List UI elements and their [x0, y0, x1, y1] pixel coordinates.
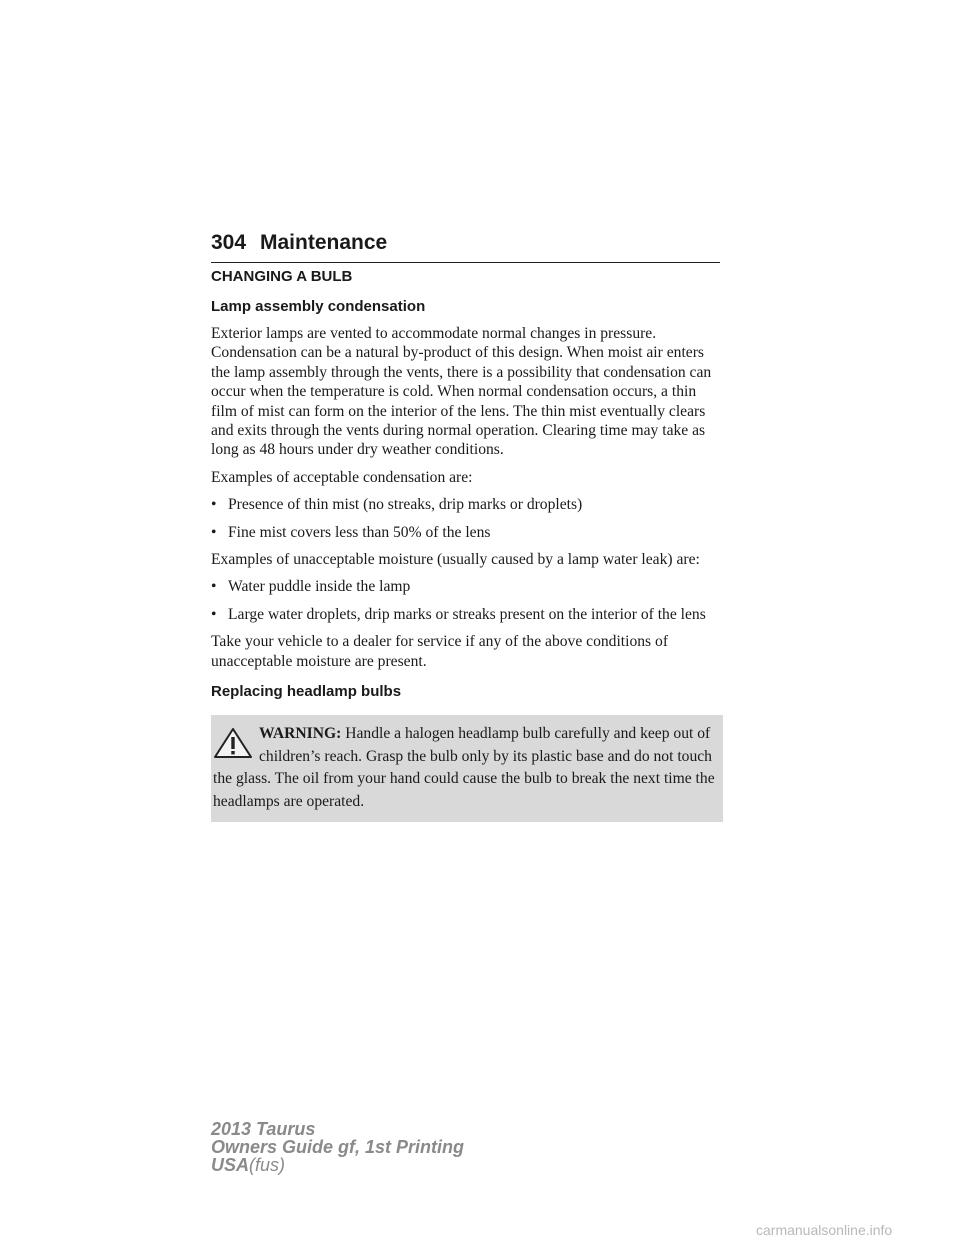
paragraph-condensation: Exterior lamps are vented to accommodate normal changes in pressure. Condensation can be a natural by-product of this design. When moist air enters the lamp assembly through the vents, there is a possibility that condensation can occur when the temperature is cold. When normal condensation occurs, a thin film of mist can form on the interior of the lens. The thin mist eventually clears and exits through the vents during normal operation. Clearing time may take as long as 48 hours under dry weather conditions. — [211, 325, 712, 459]
page-footer — [211, 1120, 464, 1174]
subheading-lamp-condensation: Lamp assembly condensation — [211, 298, 426, 315]
page-number: 304 — [211, 231, 247, 254]
paragraph-service: Take your vehicle to a dealer for service if any of the above conditions of unacceptable moisture are present. — [211, 633, 669, 670]
list-item — [211, 495, 723, 514]
acceptable-intro: Examples of acceptable condensation are: — [211, 468, 473, 486]
unacceptable-intro: Examples of unacceptable moisture (usually caused by a lamp water leak) are: — [211, 551, 700, 569]
footer-region-suffix: (fus) — [249, 1155, 286, 1175]
footer-guide: Owners Guide gf, 1st Printing — [211, 1137, 465, 1157]
footer-region-main: USA — [211, 1155, 250, 1175]
list-item-text: Presence of thin mist (no streaks, drip marks or droplets) — [228, 496, 583, 514]
bullet-icon: • — [211, 496, 217, 514]
list-item-text: Large water droplets, drip marks or streaks present on the interior of the lens — [228, 605, 706, 623]
list-item-text: Water puddle inside the lamp — [228, 578, 411, 596]
list-item — [211, 577, 723, 596]
footer-model: 2013 Taurus — [211, 1119, 316, 1139]
warning-box — [211, 715, 723, 822]
warning-triangle-icon — [213, 727, 253, 759]
bullet-icon: • — [211, 523, 217, 541]
warning-text: Handle a halogen headlamp bulb carefully and keep out of children’s reach. Grasp the bulb only by its plastic base and do not touch the glass. The oil from your hand could cause the bulb to break the next time the headlamps are operated. — [213, 725, 715, 810]
footer-region — [211, 1156, 464, 1174]
bullet-icon: • — [211, 578, 217, 596]
watermark: carmanualsonline.info — [756, 1222, 893, 1238]
section-title: Maintenance — [260, 231, 388, 254]
warning-label: WARNING: — [259, 725, 342, 743]
page-header — [211, 230, 720, 263]
bullet-icon: • — [211, 605, 217, 623]
subheading-replacing-headlamp-bulbs: Replacing headlamp bulbs — [211, 683, 402, 701]
list-item — [211, 605, 723, 624]
list-item-text: Fine mist covers less than 50% of the lens — [228, 523, 491, 541]
page-content — [211, 268, 723, 822]
list-item — [211, 523, 723, 542]
heading-changing-a-bulb: CHANGING A BULB — [211, 268, 353, 285]
